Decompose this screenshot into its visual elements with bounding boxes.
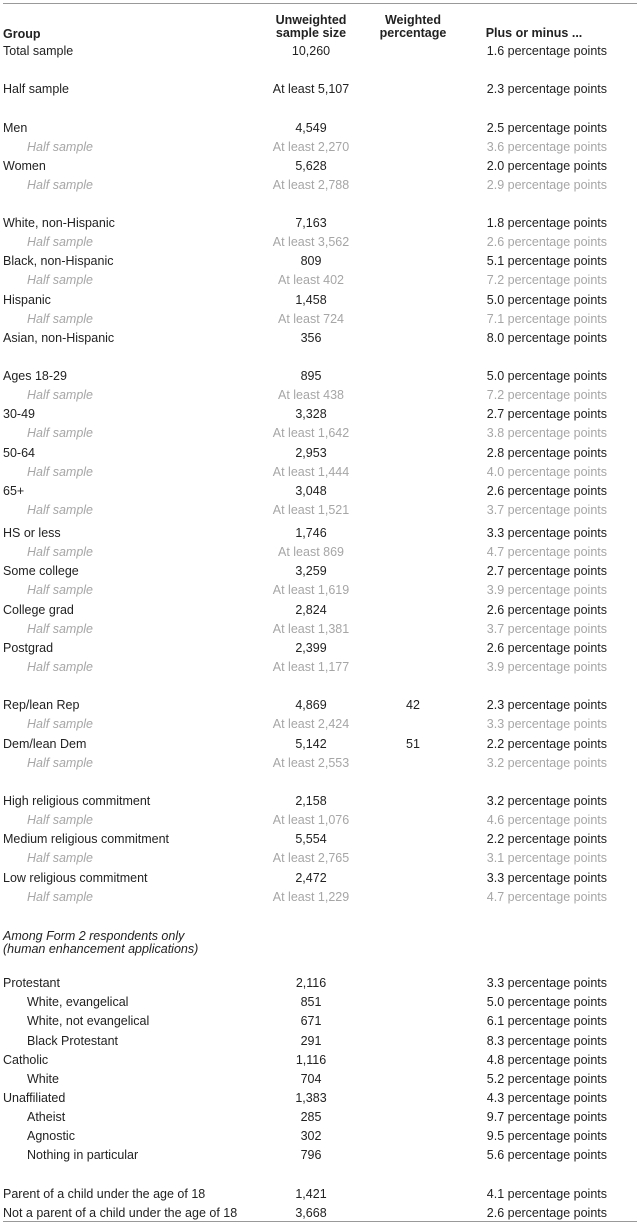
row-margin-of-error: 3.8 percentage points xyxy=(486,426,607,440)
row-margin-of-error: 8.3 percentage points xyxy=(486,1034,607,1048)
row-sample-size: 1,458 xyxy=(295,293,327,307)
row-group-label: College grad xyxy=(3,603,74,617)
row-margin-of-error: 3.3 percentage points xyxy=(486,976,607,990)
row-margin-of-error: 2.2 percentage points xyxy=(486,737,607,751)
row-margin-of-error: 4.8 percentage points xyxy=(486,1053,607,1067)
row-margin-of-error: 4.0 percentage points xyxy=(486,465,607,479)
row-sample-size: 2,953 xyxy=(295,446,327,460)
row-sample-size: At least 2,765 xyxy=(272,851,350,865)
row-sample-size: 5,554 xyxy=(295,832,327,846)
table-row xyxy=(3,1127,637,1146)
row-sample-size: At least 402 xyxy=(277,273,344,287)
row-margin-of-error: 2.6 percentage points xyxy=(486,235,607,249)
row-group-label: HS or less xyxy=(3,526,61,540)
row-margin-of-error: 6.1 percentage points xyxy=(486,1014,607,1028)
table-row xyxy=(3,119,637,138)
row-group-label: Half sample xyxy=(27,851,93,865)
table-row xyxy=(3,696,637,715)
row-group-label: Black Protestant xyxy=(27,1034,119,1048)
row-margin-of-error: 7.2 percentage points xyxy=(486,273,607,287)
row-margin-of-error: 2.6 percentage points xyxy=(486,603,607,617)
half-sample-row xyxy=(3,501,637,520)
row-margin-of-error: 8.0 percentage points xyxy=(486,331,607,345)
row-sample-size: 2,158 xyxy=(295,794,327,808)
row-margin-of-error: 2.0 percentage points xyxy=(486,159,607,173)
row-margin-of-error: 3.7 percentage points xyxy=(486,622,607,636)
row-group-label: Not a parent of a child under the age of 18 xyxy=(3,1206,238,1220)
half-sample-row xyxy=(3,233,637,252)
table-row xyxy=(3,735,637,754)
row-sample-size: 796 xyxy=(300,1148,322,1162)
table-row xyxy=(3,830,637,849)
half-sample-row xyxy=(3,849,637,868)
row-group-label: Total sample xyxy=(3,44,74,58)
row-group-label: Half sample xyxy=(27,178,93,192)
row-sample-size: 10,260 xyxy=(291,44,331,58)
row-group-label: Half sample xyxy=(27,388,93,402)
half-sample-row xyxy=(3,138,637,157)
table-row xyxy=(3,1051,637,1070)
row-group-label: Half sample xyxy=(3,82,69,96)
table-row xyxy=(3,869,637,888)
table-row xyxy=(3,601,637,620)
row-margin-of-error: 4.1 percentage points xyxy=(486,1187,607,1201)
row-margin-of-error: 2.8 percentage points xyxy=(486,446,607,460)
row-margin-of-error: 3.3 percentage points xyxy=(486,717,607,731)
table-row xyxy=(3,1070,637,1089)
row-sample-size: 809 xyxy=(300,254,322,268)
table-row xyxy=(3,639,637,658)
row-margin-of-error: 5.0 percentage points xyxy=(486,293,607,307)
row-group-label: Half sample xyxy=(27,813,93,827)
row-margin-of-error: 5.2 percentage points xyxy=(486,1072,607,1086)
table-row xyxy=(3,1012,637,1031)
row-group-label: Dem/lean Dem xyxy=(3,737,87,751)
row-group-label: Half sample xyxy=(27,660,93,674)
row-sample-size: 356 xyxy=(300,331,322,345)
row-group-label: Half sample xyxy=(27,312,93,326)
row-margin-of-error: 3.3 percentage points xyxy=(486,871,607,885)
table-row xyxy=(3,562,637,581)
row-group-label: Half sample xyxy=(27,756,93,770)
row-sample-size: At least 1,229 xyxy=(272,890,350,904)
row-margin-of-error: 1.8 percentage points xyxy=(486,216,607,230)
row-sample-size: 285 xyxy=(300,1110,322,1124)
row-margin-of-error: 3.9 percentage points xyxy=(486,583,607,597)
row-margin-of-error: 4.7 percentage points xyxy=(486,545,607,559)
row-margin-of-error: 2.5 percentage points xyxy=(486,121,607,135)
table-row xyxy=(3,329,637,348)
half-sample-row xyxy=(3,310,637,329)
row-sample-size: 851 xyxy=(300,995,322,1009)
row-group-label: Women xyxy=(3,159,46,173)
row-group-label: Half sample xyxy=(27,273,93,287)
table-row xyxy=(3,291,637,310)
row-sample-size: 302 xyxy=(300,1129,322,1143)
row-sample-size: 671 xyxy=(300,1014,322,1028)
header-weighted-percentage xyxy=(361,14,465,40)
row-margin-of-error: 5.1 percentage points xyxy=(486,254,607,268)
header-weighted-line1: Weighted xyxy=(384,13,442,27)
table-row xyxy=(3,1089,637,1108)
row-sample-size: 2,824 xyxy=(295,603,327,617)
row-margin-of-error: 3.1 percentage points xyxy=(486,851,607,865)
row-sample-size: 2,472 xyxy=(295,871,327,885)
row-sample-size: 1,383 xyxy=(295,1091,327,1105)
row-sample-size: 1,116 xyxy=(295,1053,327,1067)
row-group-label: Half sample xyxy=(27,426,93,440)
table-row xyxy=(3,214,637,233)
row-group-label: Some college xyxy=(3,564,79,578)
row-group-label: Rep/lean Rep xyxy=(3,698,80,712)
row-group-label: Half sample xyxy=(27,235,93,249)
row-margin-of-error: 7.1 percentage points xyxy=(486,312,607,326)
row-group-label: White, non-Hispanic xyxy=(3,216,115,230)
row-margin-of-error: 2.7 percentage points xyxy=(486,564,607,578)
row-group-label: Half sample xyxy=(27,890,93,904)
row-margin-of-error: 2.3 percentage points xyxy=(486,82,607,96)
table-row xyxy=(3,482,637,501)
table-row xyxy=(3,524,637,543)
row-sample-size: At least 2,424 xyxy=(272,717,350,731)
row-sample-size: 2,116 xyxy=(295,976,327,990)
half-sample-row xyxy=(3,811,637,830)
table-row xyxy=(3,1146,637,1165)
row-group-label: 50-64 xyxy=(3,446,35,460)
row-group-label: Protestant xyxy=(3,976,60,990)
row-margin-of-error: 3.7 percentage points xyxy=(486,503,607,517)
row-sample-size: At least 1,177 xyxy=(272,660,350,674)
row-margin-of-error: 3.3 percentage points xyxy=(486,526,607,540)
row-sample-size: At least 1,521 xyxy=(272,503,350,517)
row-sample-size: At least 1,642 xyxy=(272,426,350,440)
row-sample-size: 3,668 xyxy=(295,1206,327,1220)
half-sample-row xyxy=(3,176,637,195)
table-bottom-rule xyxy=(3,1221,637,1222)
table-row xyxy=(3,367,637,386)
row-margin-of-error: 3.6 percentage points xyxy=(486,140,607,154)
row-margin-of-error: 2.6 percentage points xyxy=(486,1206,607,1220)
row-sample-size: 895 xyxy=(300,369,322,383)
row-margin-of-error: 2.2 percentage points xyxy=(486,832,607,846)
row-sample-size: 5,142 xyxy=(295,737,327,751)
row-sample-size: 291 xyxy=(300,1034,322,1048)
row-sample-size: At least 2,788 xyxy=(272,178,350,192)
half-sample-row xyxy=(3,424,637,443)
row-margin-of-error: 4.7 percentage points xyxy=(486,890,607,904)
row-sample-size: At least 2,270 xyxy=(272,140,350,154)
row-group-label: Atheist xyxy=(27,1110,66,1124)
half-sample-row xyxy=(3,271,637,290)
row-group-label: Unaffiliated xyxy=(3,1091,66,1105)
row-sample-size: 1,746 xyxy=(295,526,327,540)
half-sample-row xyxy=(3,620,637,639)
row-sample-size: 4,549 xyxy=(295,121,327,135)
half-sample-row xyxy=(3,754,637,773)
half-sample-row xyxy=(3,715,637,734)
row-sample-size: 3,328 xyxy=(295,407,327,421)
table-row xyxy=(3,1032,637,1051)
row-group-label: 65+ xyxy=(3,484,25,498)
row-sample-size: At least 2,553 xyxy=(272,756,350,770)
row-sample-size: 2,399 xyxy=(295,641,327,655)
table-header xyxy=(3,3,637,41)
row-group-label: Asian, non-Hispanic xyxy=(3,331,115,345)
table-row xyxy=(3,157,637,176)
header-weighted-line2: percentage xyxy=(379,26,447,40)
row-group-label: Hispanic xyxy=(3,293,51,307)
table-row xyxy=(3,444,637,463)
row-group-label: Half sample xyxy=(27,583,93,597)
row-sample-size: At least 3,562 xyxy=(272,235,350,249)
table-row xyxy=(3,1185,637,1204)
row-group-label: Black, non-Hispanic xyxy=(3,254,114,268)
row-group-label: White, evangelical xyxy=(27,995,129,1009)
form2-note-line2: (human enhancement applications) xyxy=(3,942,199,956)
row-margin-of-error: 3.2 percentage points xyxy=(486,794,607,808)
half-sample-row xyxy=(3,463,637,482)
table-row xyxy=(3,252,637,271)
row-group-label: Nothing in particular xyxy=(27,1148,139,1162)
row-sample-size: 3,048 xyxy=(295,484,327,498)
row-margin-of-error: 5.6 percentage points xyxy=(486,1148,607,1162)
row-sample-size: At least 869 xyxy=(277,545,344,559)
row-group-label: Half sample xyxy=(27,503,93,517)
row-group-label: Half sample xyxy=(27,465,93,479)
row-weighted-percentage: 42 xyxy=(406,698,420,712)
row-margin-of-error: 2.9 percentage points xyxy=(486,178,607,192)
row-margin-of-error: 3.9 percentage points xyxy=(486,660,607,674)
header-sample-size xyxy=(259,14,363,40)
row-sample-size: 7,163 xyxy=(295,216,327,230)
row-margin-of-error: 2.3 percentage points xyxy=(486,698,607,712)
table-row xyxy=(3,1108,637,1127)
table-row xyxy=(3,974,637,993)
row-group-label: Agnostic xyxy=(27,1129,75,1143)
header-sample-size-line2: sample size xyxy=(275,26,347,40)
half-sample-row xyxy=(3,543,637,562)
row-sample-size: At least 1,076 xyxy=(272,813,350,827)
row-sample-size: At least 438 xyxy=(277,388,344,402)
row-sample-size: 704 xyxy=(300,1072,322,1086)
row-group-label: White, not evangelical xyxy=(27,1014,150,1028)
row-sample-size: At least 5,107 xyxy=(272,82,350,96)
row-sample-size: 3,259 xyxy=(295,564,327,578)
row-sample-size: 1,421 xyxy=(295,1187,327,1201)
row-sample-size: At least 1,381 xyxy=(272,622,350,636)
row-sample-size: 4,869 xyxy=(295,698,327,712)
row-sample-size: At least 1,444 xyxy=(272,465,350,479)
row-margin-of-error: 9.7 percentage points xyxy=(486,1110,607,1124)
row-group-label: Half sample xyxy=(27,545,93,559)
table-row xyxy=(3,80,637,99)
row-margin-of-error: 2.6 percentage points xyxy=(486,641,607,655)
row-margin-of-error: 3.2 percentage points xyxy=(486,756,607,770)
row-margin-of-error: 5.0 percentage points xyxy=(486,369,607,383)
row-margin-of-error: 4.6 percentage points xyxy=(486,813,607,827)
row-group-label: Low religious commitment xyxy=(3,871,148,885)
row-margin-of-error: 1.6 percentage points xyxy=(486,44,607,58)
half-sample-row xyxy=(3,658,637,677)
row-group-label: Ages 18-29 xyxy=(3,369,67,383)
row-group-label: High religious commitment xyxy=(3,794,151,808)
row-group-label: Half sample xyxy=(27,622,93,636)
row-margin-of-error: 2.6 percentage points xyxy=(486,484,607,498)
form2-note-line1: Among Form 2 respondents only xyxy=(3,929,185,943)
header-sample-size-line1: Unweighted xyxy=(275,13,347,27)
half-sample-row xyxy=(3,888,637,907)
row-sample-size: At least 1,619 xyxy=(272,583,350,597)
header-group: Group xyxy=(3,27,41,41)
row-margin-of-error: 4.3 percentage points xyxy=(486,1091,607,1105)
row-group-label: 30-49 xyxy=(3,407,35,421)
row-group-label: White xyxy=(27,1072,59,1086)
row-sample-size: At least 724 xyxy=(277,312,344,326)
header-margin-of-error: Plus or minus ... xyxy=(485,26,583,40)
half-sample-row xyxy=(3,581,637,600)
row-weighted-percentage: 51 xyxy=(406,737,420,751)
row-group-label: Postgrad xyxy=(3,641,54,655)
table-row xyxy=(3,42,637,61)
row-group-label: Half sample xyxy=(27,140,93,154)
row-margin-of-error: 9.5 percentage points xyxy=(486,1129,607,1143)
table-row xyxy=(3,792,637,811)
table-row xyxy=(3,993,637,1012)
row-group-label: Catholic xyxy=(3,1053,49,1067)
row-group-label: Parent of a child under the age of 18 xyxy=(3,1187,206,1201)
row-sample-size: 5,628 xyxy=(295,159,327,173)
row-group-label: Half sample xyxy=(27,717,93,731)
row-margin-of-error: 2.7 percentage points xyxy=(486,407,607,421)
form2-note xyxy=(3,930,198,956)
table-row xyxy=(3,405,637,424)
half-sample-row xyxy=(3,386,637,405)
row-group-label: Men xyxy=(3,121,28,135)
row-margin-of-error: 7.2 percentage points xyxy=(486,388,607,402)
row-group-label: Medium religious commitment xyxy=(3,832,170,846)
row-margin-of-error: 5.0 percentage points xyxy=(486,995,607,1009)
